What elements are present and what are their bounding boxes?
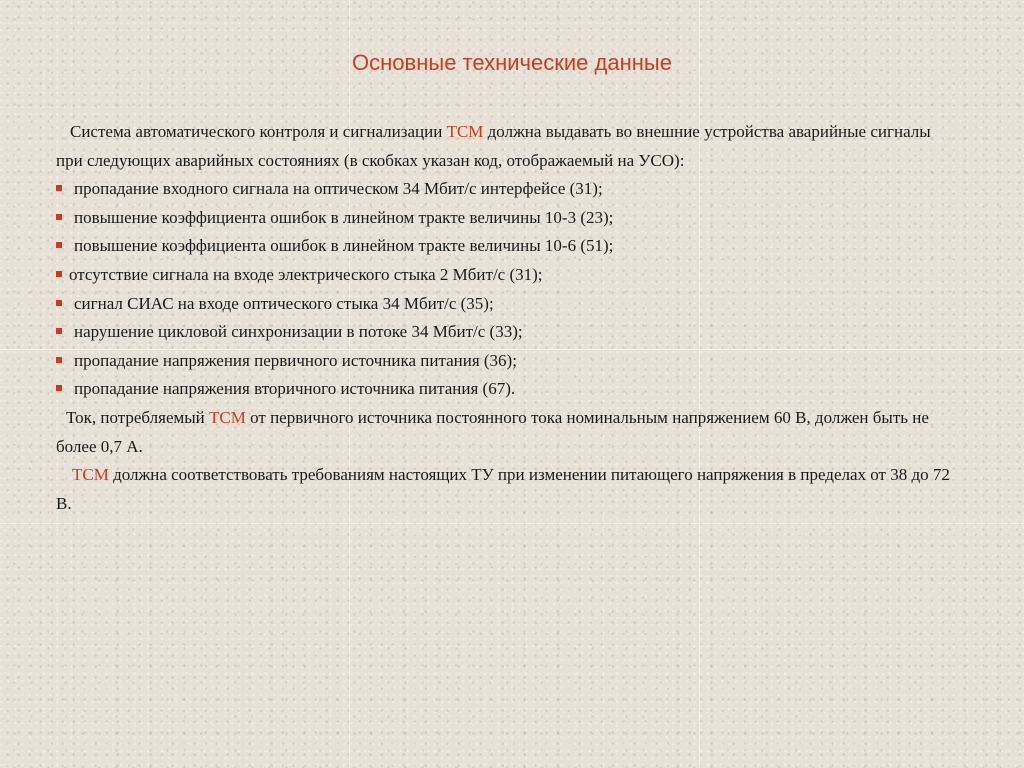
alarm-text: нарушение цикловой синхронизации в потоке 34 Мбит/с (33); xyxy=(74,322,523,342)
tsm-acronym: ТСМ xyxy=(72,465,109,485)
alarm-list-item xyxy=(56,290,956,319)
tsm-acronym: ТСМ xyxy=(209,407,246,427)
grid-line xyxy=(0,523,1024,524)
bullet-icon xyxy=(56,357,62,363)
intro-text-before: Система автоматического контроля и сигнализации xyxy=(70,122,447,141)
bullet-icon xyxy=(56,185,62,191)
current-paragraph xyxy=(56,404,956,461)
bullet-icon xyxy=(56,328,62,334)
alarm-list-item xyxy=(56,347,956,376)
intro-text-after: должна выдавать во внешние устройства аварийные сигналы при следующих аварийных состояниях (в скобках указан код, отображаемый на УСО): xyxy=(56,122,931,170)
alarm-list-item xyxy=(56,175,956,204)
alarm-list-item xyxy=(56,318,956,347)
alarm-text: отсутствие сигнала на входе электрического стыка 2 Мбит/с (31); xyxy=(69,264,543,284)
alarm-text: повышение коэффициента ошибок в линейном тракте величины 10-3 (23); xyxy=(74,207,614,227)
alarm-text: пропадание входного сигнала на оптическом 34 Мбит/с интерфейсе (31); xyxy=(74,179,603,199)
slide-content xyxy=(56,118,956,518)
bullet-icon xyxy=(56,271,62,277)
alarm-list-item xyxy=(56,375,956,404)
alarm-text: пропадание напряжения вторичного источника питания (67). xyxy=(74,379,516,399)
bullet-icon xyxy=(56,300,62,306)
bullet-icon xyxy=(56,214,62,220)
tsm-acronym: ТСМ xyxy=(446,122,484,141)
current-text-before: Ток, потребляемый xyxy=(66,407,210,427)
voltage-paragraph xyxy=(56,461,956,518)
alarm-text: пропадание напряжения первичного источника питания (36); xyxy=(74,350,517,370)
bullet-icon xyxy=(56,385,62,391)
alarm-list-item xyxy=(56,232,956,261)
alarm-list-item xyxy=(56,261,956,290)
bullet-icon xyxy=(56,242,62,248)
slide-title: Основные технические данные xyxy=(352,50,672,75)
alarm-text: повышение коэффициента ошибок в линейном тракте величины 10-6 (51); xyxy=(74,236,614,256)
intro-paragraph xyxy=(56,118,956,175)
voltage-text-after: должна соответствовать требованиям настоящих ТУ при изменении питающего напряжения в пределах от 38 до 72 В. xyxy=(56,465,950,513)
current-text-after: от первичного источника постоянного тока номинальным напряжением 60 В, должен быть не более 0,7 А. xyxy=(56,407,929,456)
alarm-list-item xyxy=(56,204,956,233)
alarm-text: сигнал СИАС на входе оптического стыка 34 Мбит/с (35); xyxy=(74,293,494,313)
